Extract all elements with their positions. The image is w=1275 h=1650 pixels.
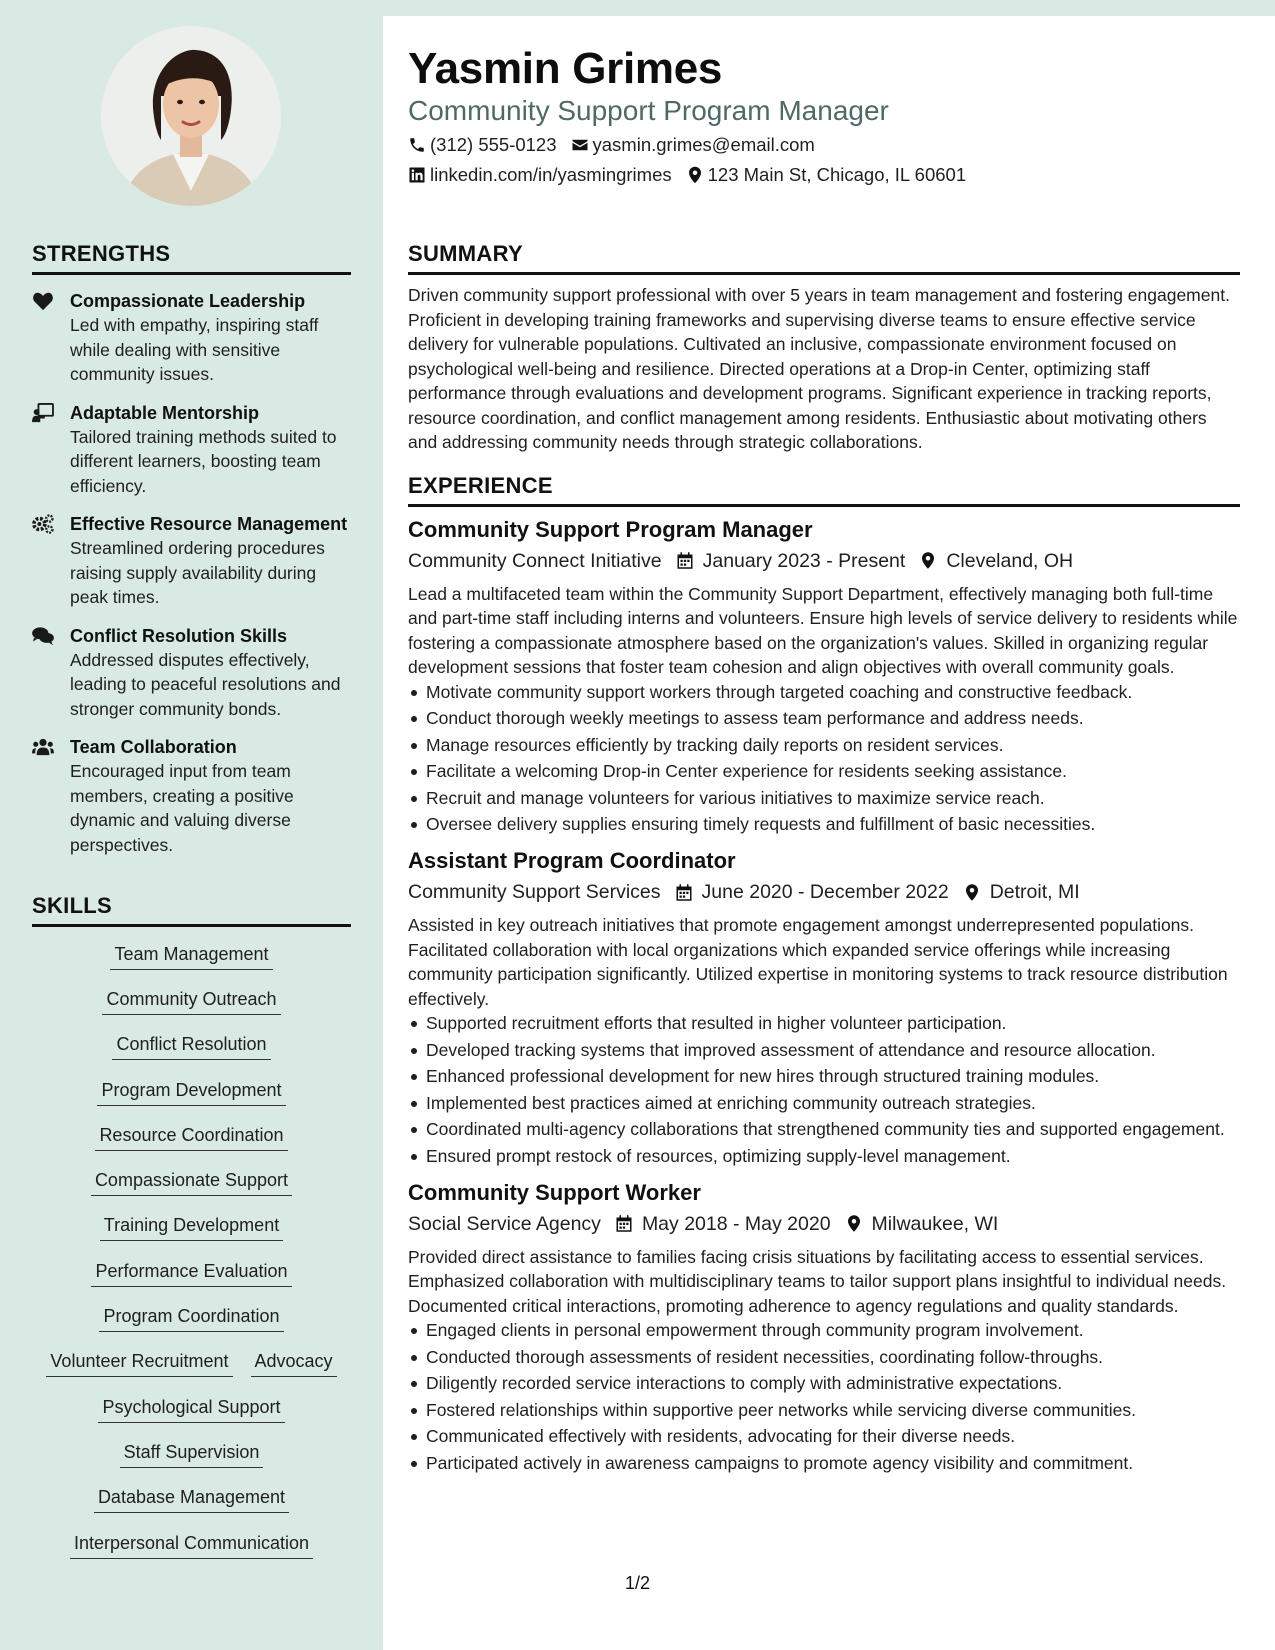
job-description: Lead a multifaceted team within the Community Support Department, effectively managing both full-time and part-time staff including interns and volunteers. Ensure high levels of service delivery to residents while fostering a compassionate atmosphere based on the organization's values. Skilled in organizing regular development sessions that foster team cohesion and align objectives with overall community goals. — [408, 583, 1238, 677]
address: 123 Main St, Chicago, IL 60601 — [707, 164, 967, 185]
calendar-icon — [615, 1214, 633, 1233]
strength-item — [32, 512, 351, 610]
skill-tag: Database Management — [94, 1485, 289, 1513]
job-location: Detroit, MI — [989, 881, 1080, 903]
job-bullet: Communicated effectively with residents, advocating for their diverse needs. — [408, 1425, 1240, 1448]
sidebar — [0, 0, 383, 1650]
job-bullet: Conducted thorough assessments of resident necessities, coordinating follow-throughs. — [408, 1346, 1240, 1369]
strength-title: Compassionate Leadership — [70, 291, 306, 311]
job-meta — [408, 1209, 1240, 1239]
strength-title: Conflict Resolution Skills — [70, 625, 288, 646]
skills-heading: SKILLS — [32, 893, 351, 927]
skills-list — [32, 927, 351, 1567]
profile-photo-image — [101, 26, 281, 206]
envelope-icon — [571, 136, 589, 154]
map-pin-icon — [845, 1214, 863, 1233]
skills-section — [32, 893, 351, 1567]
job-bullet: Oversee delivery supplies ensuring timely requests and fulfillment of basic necessities. — [408, 813, 1240, 836]
strength-description: Led with empathy, inspiring staff while dealing with sensitive community issues. — [70, 315, 319, 384]
skill-tag: Volunteer Recruitment — [46, 1349, 232, 1377]
job-bullet: Recruit and manage volunteers for various initiatives to maximize service reach. — [408, 787, 1240, 810]
linkedin-link[interactable]: linkedin.com/in/yasmingrimes — [430, 164, 672, 185]
strength-item — [32, 289, 351, 387]
job-bullet: Diligently recorded service interactions to comply with administrative expectations. — [408, 1372, 1240, 1395]
job-location: Cleveland, OH — [946, 549, 1074, 572]
job-company: Community Support Services — [408, 881, 661, 903]
job-bullet: Facilitate a welcoming Drop-in Center experience for residents seeking assistance. — [408, 760, 1240, 783]
heart-icon — [32, 289, 70, 387]
job-bullet: Manage resources efficiently by tracking daily reports on resident services. — [408, 734, 1240, 757]
job-company: Community Connect Initiative — [408, 549, 662, 572]
skill-tag: Community Outreach — [102, 987, 280, 1015]
job-bullet: Ensured prompt restock of resources, optimizing supply-level management. — [408, 1145, 1240, 1168]
strength-item — [32, 624, 351, 722]
skill-tag: Program Coordination — [99, 1304, 283, 1332]
skill-tag: Resource Coordination — [95, 1123, 287, 1151]
job-bullet: Coordinated multi-agency collaborations that strengthened community ties and supported engagement. — [408, 1118, 1240, 1141]
contact-row-2 — [408, 164, 966, 186]
job-location: Milwaukee, WI — [871, 1212, 999, 1235]
experience-heading: EXPERIENCE — [408, 473, 1240, 507]
comments-icon — [32, 624, 70, 722]
job-bullets — [408, 1012, 1240, 1168]
job-bullet: Conduct thorough weekly meetings to assess team performance and address needs. — [408, 707, 1240, 730]
job-bullet: Motivate community support workers through targeted coaching and constructive feedback. — [408, 681, 1240, 704]
page-number: 1/2 — [625, 1573, 651, 1593]
job-meta — [408, 877, 1240, 907]
experience-section — [408, 473, 1240, 1475]
candidate-role: Community Support Program Manager — [408, 95, 889, 126]
phone-icon — [408, 136, 426, 154]
job-title: Assistant Program Coordinator — [408, 848, 736, 873]
strength-item — [32, 401, 351, 499]
users-icon — [32, 735, 70, 857]
strengths-heading: STRENGTHS — [32, 241, 351, 275]
skill-tag: Training Development — [100, 1213, 283, 1241]
map-pin-icon — [686, 166, 704, 184]
main-sections — [408, 241, 1240, 1478]
summary-heading: SUMMARY — [408, 241, 1240, 275]
job-title: Community Support Program Manager — [408, 516, 813, 542]
skill-tag: Team Management — [110, 942, 272, 970]
email-link[interactable]: yasmin.grimes@email.com — [592, 134, 815, 155]
job-bullets — [408, 1319, 1240, 1475]
skill-tag: Program Development — [97, 1078, 285, 1106]
job-dates: May 2018 - May 2020 — [641, 1212, 831, 1235]
profile-photo — [101, 26, 281, 206]
map-pin-icon — [919, 551, 937, 570]
main-content — [383, 16, 1275, 1650]
job-bullet: Supported recruitment efforts that resulted in higher volunteer participation. — [408, 1012, 1240, 1035]
strength-description: Addressed disputes effectively, leading to peaceful resolutions and stronger community bonds. — [70, 649, 341, 719]
job-bullets — [408, 681, 1240, 837]
strength-description: Streamlined ordering procedures raising supply availability during peak times. — [70, 538, 325, 607]
contact-row-1 — [408, 134, 815, 156]
job-bullet: Implemented best practices aimed at enriching community outreach strategies. — [408, 1092, 1240, 1115]
job-bullet: Engaged clients in personal empowerment through community program involvement. — [408, 1319, 1240, 1342]
job-entry — [408, 515, 1240, 837]
skill-tag: Interpersonal Communication — [70, 1531, 313, 1559]
job-dates: January 2023 - Present — [702, 549, 906, 572]
skill-tag: Advocacy — [251, 1349, 337, 1377]
strength-description: Tailored training methods suited to different learners, boosting team efficiency. — [70, 426, 337, 496]
job-description: Assisted in key outreach initiatives that promote engagement amongst underrepresented populations. Facilitated collaboration with local organizations which expanded service offerings while increasing community participation significantly. Utilized expertise in monitoring systems to track resource distribution effectively. — [408, 915, 1228, 1009]
summary-section — [408, 241, 1240, 455]
job-bullet: Enhanced professional development for new hires through structured training modules. — [408, 1065, 1240, 1088]
job-dates: June 2020 - December 2022 — [701, 881, 949, 903]
strength-title: Effective Resource Management — [70, 514, 348, 534]
summary-text: Driven community support professional with over 5 years in team management and fostering engagement. Proficient in developing training frameworks and supervising diverse teams to ensure effective service delivery for vulnerable populations. Cultivated an inclusive, compassionate environment focused on psychological well-being and resilience. Directed operations at a Drop-in Center, optimizing staff performance through evaluations and development programs. Significant experience in tracking reports, resource coordination, and conflict management among residents. Enthusiastic about motivating others and addressing community needs through strategic collaborations. — [408, 285, 1230, 452]
skill-tag: Conflict Resolution — [112, 1032, 270, 1060]
skill-tag: Staff Supervision — [120, 1440, 264, 1468]
skill-tag: Performance Evaluation — [91, 1259, 291, 1287]
job-bullet: Fostered relationships within supportive peer networks while servicing diverse communities. — [408, 1399, 1240, 1422]
strength-item — [32, 735, 351, 857]
skill-tag: Psychological Support — [98, 1395, 284, 1423]
job-entry — [408, 846, 1240, 1168]
calendar-icon — [676, 551, 694, 570]
strength-title: Adaptable Mentorship — [70, 402, 260, 423]
job-entry — [408, 1178, 1240, 1475]
job-title: Community Support Worker — [408, 1179, 701, 1205]
job-company: Social Service Agency — [408, 1212, 601, 1235]
map-pin-icon — [963, 883, 981, 902]
job-description: Provided direct assistance to families facing crisis situations by facilitating access to essential services. Emphasized collaboration with multidisciplinary teams to tailor support plans insightful to individual needs. Documented critical interactions, promoting adherence to agency regulations and quality standards. — [408, 1246, 1227, 1316]
skill-tag: Compassionate Support — [91, 1168, 292, 1196]
strength-description: Encouraged input from team members, creating a positive dynamic and valuing diverse perspectives. — [70, 761, 294, 855]
strengths-section — [32, 241, 351, 857]
phone-number[interactable]: (312) 555-0123 — [430, 134, 557, 155]
strength-title: Team Collaboration — [70, 737, 237, 757]
job-bullet: Participated actively in awareness campaigns to promote agency visibility and commitment. — [408, 1452, 1240, 1475]
candidate-name: Yasmin Grimes — [408, 44, 723, 93]
chalkboard-teacher-icon — [32, 401, 70, 499]
calendar-icon — [675, 883, 693, 902]
gears-icon — [32, 512, 70, 610]
job-meta — [408, 546, 1240, 576]
job-bullet: Developed tracking systems that improved assessment of attendance and resource allocation. — [408, 1039, 1240, 1062]
linkedin-icon — [408, 166, 426, 184]
